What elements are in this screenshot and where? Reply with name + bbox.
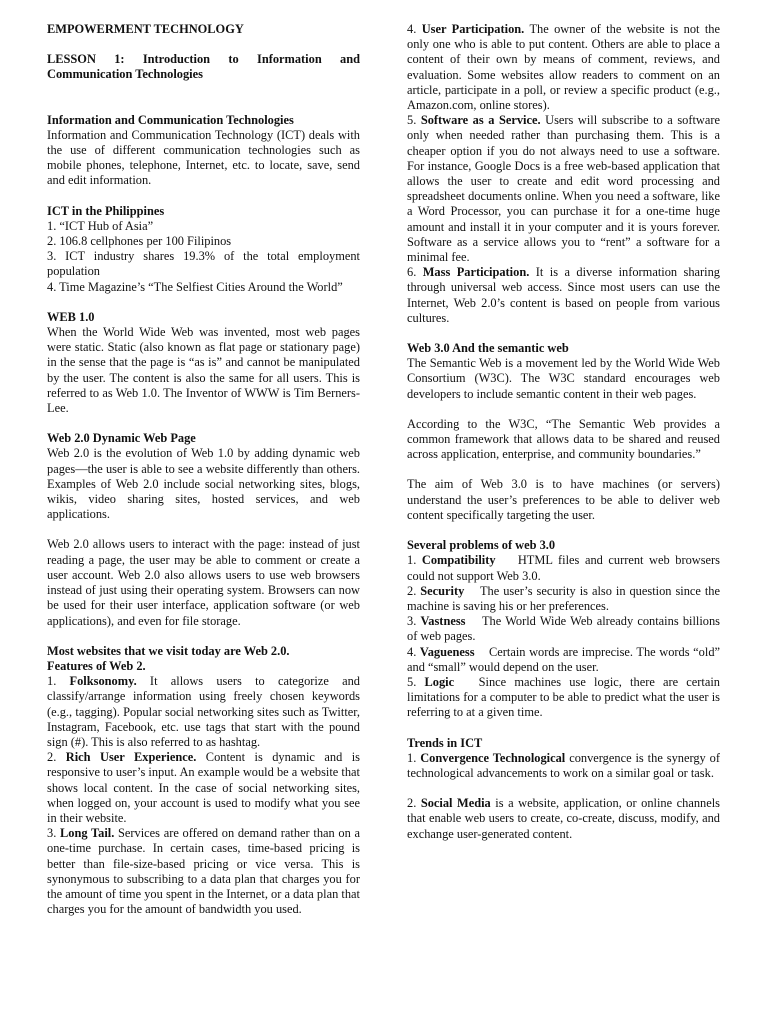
trend-number: 2.: [407, 796, 421, 811]
web2-paragraph-2: Web 2.0 allows users to interact with the page: instead of just reading a page, the user may be able to comment or create a user account. Web 2.0 also allows users to use web browsers instead of just using their operating system. Browsers can now be used for their user interface, application software (or web applications), and even for file storage.: [47, 537, 360, 628]
web3-paragraph-2: According to the W3C, “The Semantic Web provides a common framework that allows data to be shared and reused across application, enterprise, and community boundaries.”: [407, 416, 720, 462]
problems-heading: Several problems of web 3.0: [407, 538, 556, 553]
problem-text: HTML files and current web browsers could not support Web 3.0.: [407, 553, 724, 583]
web2-heading: Web 2.0 Dynamic Web Page: [47, 431, 196, 446]
ict-heading: Information and Communication Technologies: [47, 112, 294, 127]
feature-item: [47, 674, 360, 750]
feature-item: [47, 750, 360, 826]
problem-term: Vagueness: [419, 644, 475, 659]
ict-philippines-heading: ICT in the Philippines: [47, 203, 165, 218]
web1-paragraph: When the World Wide Web was invented, most web pages were static. Static (also known as flat page or stationary page) in the sense that the page is “as is” and cannot be manipulated by the user. The content is also the same for all users. This is referred to as Web 1.0. The Inventor of WWW is Tim Berners-Lee.: [47, 325, 360, 416]
feature-text: Services are offered on demand rather than on a one-time purchase. In certain cases, time-based pricing is better than file-size-based pricing or vice versa. This is synonymous to subscribing to a data plan that charges you for the amount of time you spent in the Internet, or a data plan that charges you for the amount of bandwidth you used.: [47, 826, 360, 917]
ph-item: 4. Time Magazine’s “The Selfiest Cities Around the World”: [47, 279, 343, 294]
ph-item: 3. ICT industry shares 19.3% of the total employment population: [47, 249, 360, 279]
feature-text: Users will subscribe to a software only when needed rather than purchasing them. This is a cheaper option if you do not always need to use a software. For instance, Google Docs is a free web-based application that allows the user to create and edit word processing and spreadsheet documents online. When you need a software, like a Word Processor, you can purchase it for a one-time huge amount and install it in your computer and it is yours forever. Software as a service allows you to “rent” a software for a minimal fee.: [407, 113, 720, 265]
feature-item: [407, 113, 720, 265]
feature-text: The owner of the website is not the only one who is able to put content. Others are able to place a content of their own by means of comment, reviews, and evaluation. Some websites allow readers to comment on an article, participate in a poll, or review a specific product (e.g., Amazon.com, online stores).: [407, 22, 720, 113]
trend-text: is a website, application, or online channels that enable web users to create, co-create, discuss, modify, and exchange user-generated content.: [407, 796, 720, 841]
feature-term: Mass Participation.: [422, 265, 530, 280]
problem-number: 1.: [407, 553, 422, 568]
problem-text: The user’s security is also in question since the machine is saving his or her preferences.: [407, 583, 724, 613]
right-column: [407, 22, 724, 842]
problem-item: [407, 614, 724, 644]
problem-number: 4.: [407, 644, 420, 659]
problem-term: Security: [420, 583, 465, 598]
feature-item: [47, 826, 360, 917]
ict-paragraph: Information and Communication Technology (ICT) deals with the use of different communication technologies such as mobile phones, telephone, Internet, etc. to locate, save, send and edit information.: [47, 127, 360, 188]
problem-text: The World Wide Web already contains billions of web pages.: [407, 614, 724, 644]
problem-item: [407, 553, 724, 583]
problem-number: 5.: [407, 674, 425, 689]
problem-text: Certain words are imprecise. The words “old” and “small” would depend on the user.: [407, 644, 724, 674]
trend-item: [407, 796, 720, 842]
web2-paragraph-1: Web 2.0 is the evolution of Web 1.0 by adding dynamic web pages—the user is able to see a website differently than others. Examples of Web 2.0 include social networking sites, blogs, wikis, video sharing sites, hosted services, and web applications.: [47, 446, 360, 522]
trends-heading: Trends in ICT: [407, 735, 483, 750]
web3-heading: Web 3.0 And the semantic web: [407, 341, 569, 356]
features-heading: Features of Web 2.: [47, 658, 146, 673]
problem-number: 2.: [407, 583, 421, 598]
web3-paragraph-1: The Semantic Web is a movement led by the World Wide Web Consortium (W3C). The W3C standard encourages web developers to include semantic content in their web pages.: [407, 356, 720, 401]
feature-number: 3.: [47, 826, 60, 841]
problem-number: 3.: [407, 614, 421, 629]
ph-item: 1. “ICT Hub of Asia”: [47, 218, 154, 233]
feature-number: 1.: [47, 674, 70, 689]
feature-number: 4.: [407, 22, 422, 36]
feature-term: Folksonomy.: [69, 674, 137, 689]
ph-item: 2. 106.8 cellphones per 100 Filipinos: [47, 234, 232, 249]
feature-term: User Participation.: [421, 22, 525, 36]
problem-item: [407, 644, 724, 675]
problem-item: [407, 674, 724, 721]
problem-term: Vastness: [420, 614, 466, 629]
feature-term: Software as a Service.: [420, 113, 541, 128]
feature-term: Long Tail.: [60, 826, 115, 841]
trend-number: 1.: [407, 750, 421, 765]
web3-paragraph-3: The aim of Web 3.0 is to have machines (or servers) understand the user’s preferences to be able to deliver web content specifically targeting the user.: [407, 477, 720, 522]
trend-text: convergence is the synergy of technological advancements to work on a similar goal or task.: [407, 750, 720, 780]
problem-term: Compatibility: [421, 553, 496, 568]
feature-number: 6.: [407, 265, 423, 280]
left-column: [47, 22, 360, 917]
problem-text: Since machines use logic, there are certain limitations for a computer to be able to predict what the user is referring to at a given time.: [407, 674, 724, 720]
web1-heading: WEB 1.0: [47, 309, 95, 324]
lesson-title: LESSON 1: Introduction to Information and Communication Technologies: [47, 52, 360, 82]
problem-item: [407, 583, 724, 614]
feature-text: Content is dynamic and is responsive to user’s input. An example would be a website that shows local content. In the case of social networking sites, when logged on, your account is used to modify what you see in their website.: [47, 750, 361, 825]
trend-item: [407, 751, 720, 781]
feature-number: 2.: [47, 750, 66, 765]
feature-text: It is a diverse information sharing through universal web access. Since most users can use the Internet, Web 2.0’s content is based on people from various cultures.: [407, 265, 721, 325]
trend-term: Convergence Technological: [420, 750, 566, 765]
document-title: EMPOWERMENT TECHNOLOGY: [47, 22, 244, 36]
feature-item: [407, 22, 720, 113]
problem-term: Logic: [424, 674, 455, 689]
trend-term: Social Media: [420, 796, 491, 811]
most-websites-heading: Most websites that we visit today are Web 2.0.: [47, 643, 290, 658]
feature-number: 5.: [407, 113, 421, 128]
feature-text: It allows users to categorize and classify/arrange information using freely chosen keywords (e.g., tagging). Popular social networking sites such as Twitter, Instagram, Facebook, etc. use tags that start with the pound sign (#). This is also referred to as hashtag.: [47, 674, 360, 749]
feature-item: [407, 265, 720, 326]
feature-term: Rich User Experience.: [65, 750, 197, 765]
